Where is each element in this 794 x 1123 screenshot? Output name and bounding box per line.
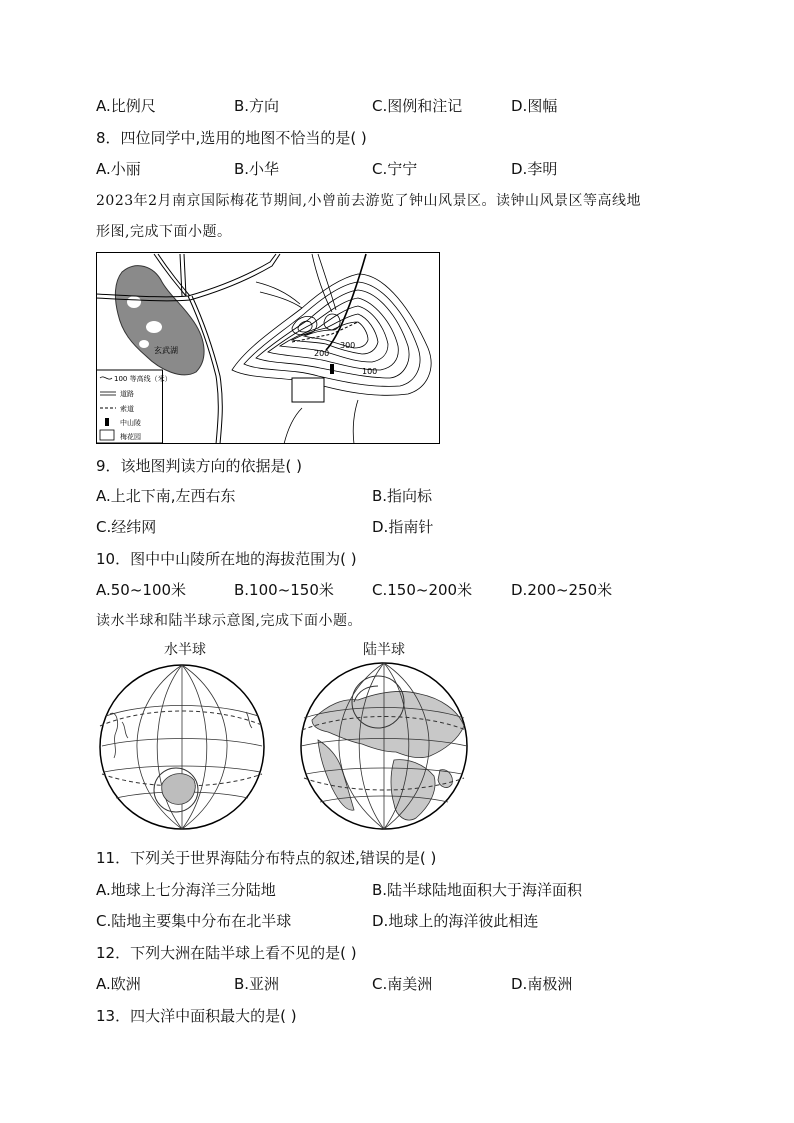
- q10-option-c: C.150~200米: [372, 581, 473, 599]
- legend-cableway: 索道: [120, 405, 134, 413]
- q7-option-a: A.比例尺: [96, 97, 156, 115]
- q12-option-c: C.南美洲: [372, 975, 433, 993]
- lake-label: 玄武湖: [154, 346, 178, 355]
- q9-option-c: C.经纬网: [96, 518, 157, 536]
- legend-road: 道路: [120, 390, 134, 398]
- q12-option-d: D.南极洲: [511, 975, 573, 993]
- q12-stem: 12．下列大洲在陆半球上看不见的是( ): [96, 944, 357, 962]
- q10-stem: 10．图中中山陵所在地的海拔范围为( ): [96, 550, 357, 568]
- q7-option-d: D.图幅: [511, 97, 558, 115]
- q10-option-a: A.50~100米: [96, 581, 187, 599]
- q8-option-a: A.小丽: [96, 160, 141, 178]
- q7-option-b: B.方向: [234, 97, 280, 115]
- water-hemisphere-title: 水半球: [164, 642, 206, 658]
- q10-option-b: B.100~150米: [234, 581, 334, 599]
- water-hemisphere-globe: [96, 662, 268, 832]
- q11-option-b: B.陆半球陆地面积大于海洋面积: [372, 881, 583, 899]
- plum-garden-box: [292, 378, 324, 402]
- contour-label-300: 300: [340, 341, 356, 350]
- legend-plum-garden: 梅花园: [120, 433, 141, 441]
- legend-mausoleum: 中山陵: [120, 419, 141, 427]
- intro-paragraph-line2: 形图,完成下面小题。: [96, 224, 232, 240]
- contour-label-200: 200: [314, 349, 330, 358]
- zhongshan-contour-map: [96, 252, 440, 444]
- q11-option-c: C.陆地主要集中分布在北半球: [96, 912, 292, 930]
- globe-intro: 读水半球和陆半球示意图,完成下面小题。: [96, 613, 362, 629]
- legend-contour: 100 等高线（米）: [114, 375, 172, 383]
- q9-option-a: A.上北下南,左西右东: [96, 487, 236, 505]
- q13-stem: 13．四大洋中面积最大的是( ): [96, 1007, 297, 1025]
- q8-stem: 8．四位同学中,选用的地图不恰当的是( ): [96, 129, 367, 147]
- q9-stem: 9．该地图判读方向的依据是( ): [96, 457, 303, 475]
- q9-option-b: B.指向标: [372, 487, 433, 505]
- q11-option-a: A.地球上七分海洋三分陆地: [96, 881, 276, 899]
- q12-option-a: A.欧洲: [96, 975, 141, 993]
- land-hemisphere-globe: [298, 660, 470, 832]
- q7-option-c: C.图例和注记: [372, 97, 463, 115]
- q8-option-c: C.宁宁: [372, 160, 418, 178]
- q10-option-d: D.200~250米: [511, 581, 613, 599]
- q11-stem: 11．下列关于世界海陆分布特点的叙述,错误的是( ): [96, 849, 437, 867]
- q9-option-d: D.指南针: [372, 518, 434, 536]
- mausoleum-marker: [330, 364, 334, 374]
- land-hemisphere-title: 陆半球: [363, 642, 405, 658]
- q8-option-d: D.李明: [511, 160, 558, 178]
- q8-option-b: B.小华: [234, 160, 280, 178]
- intro-paragraph-line1: 2023年2月南京国际梅花节期间,小曾前去游览了钟山风景区。读钟山风景区等高线地: [96, 193, 641, 209]
- q12-option-b: B.亚洲: [234, 975, 280, 993]
- q11-option-d: D.地球上的海洋彼此相连: [372, 912, 539, 930]
- contour-label-100: 100: [362, 367, 378, 376]
